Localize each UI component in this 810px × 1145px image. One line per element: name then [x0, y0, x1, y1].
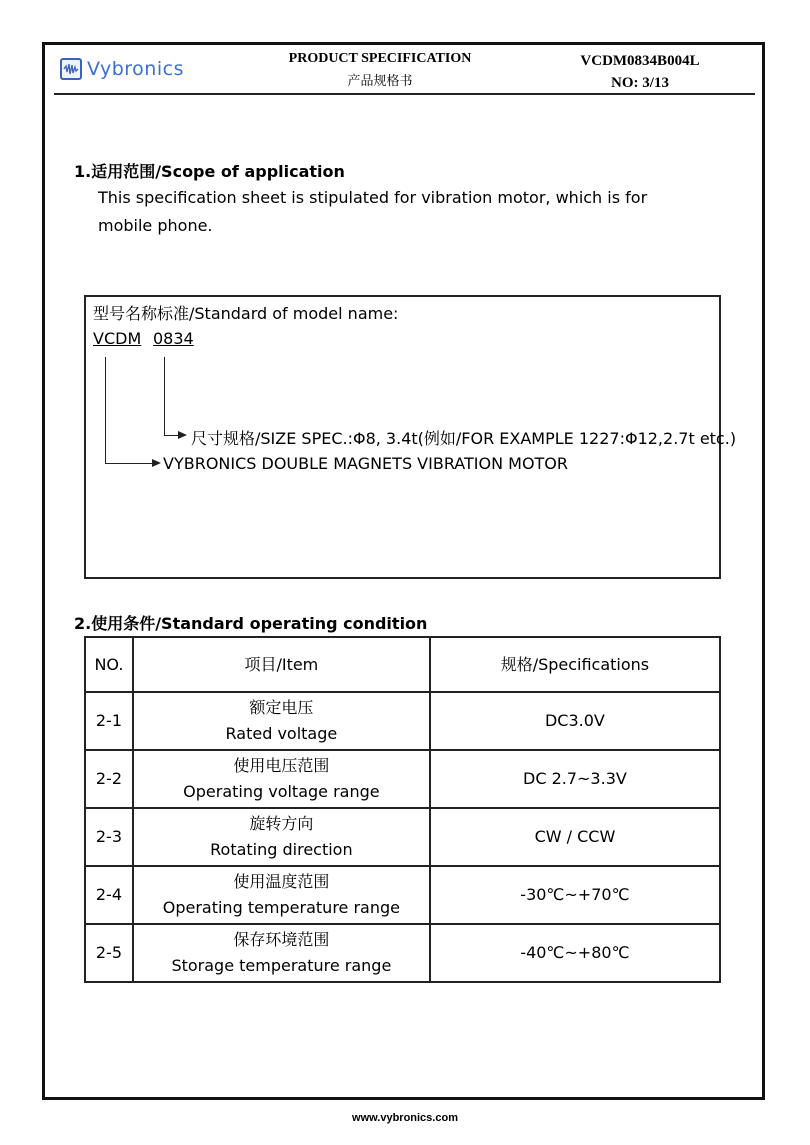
- section1-title: 1.适用范围/Scope of application: [74, 162, 345, 181]
- item-cn: 额定电压: [249, 698, 314, 717]
- company-logo: [60, 55, 220, 83]
- table-header-row: [85, 637, 720, 692]
- row-spec: DC3.0V: [430, 692, 720, 750]
- document-title: [270, 50, 490, 92]
- title-cn: 产品规格书: [347, 73, 413, 88]
- header-divider: [54, 93, 755, 95]
- table-row: [85, 750, 720, 808]
- row-item: [133, 692, 430, 750]
- table-row: [85, 924, 720, 982]
- waveform-icon: [60, 58, 82, 80]
- row-spec: CW / CCW: [430, 808, 720, 866]
- item-cn: 保存环境范围: [233, 930, 330, 949]
- row-spec: -40℃~+80℃: [430, 924, 720, 982]
- table-row: [85, 692, 720, 750]
- series-description: VYBRONICS DOUBLE MAGNETS VIBRATION MOTOR: [163, 454, 569, 473]
- arrow-right-icon: [152, 459, 161, 467]
- row-no: 2-4: [85, 866, 133, 924]
- connector-line: [105, 357, 106, 464]
- item-en: Rated voltage: [225, 724, 338, 743]
- model-part-vcdm: VCDM: [93, 329, 142, 348]
- scope-paragraph: [98, 184, 698, 240]
- connector-line: [164, 435, 178, 436]
- row-item: [133, 866, 430, 924]
- model-name-heading: 型号名称标准/Standard of model name:: [93, 304, 399, 323]
- row-no: 2-2: [85, 750, 133, 808]
- model-part-size: 0834: [153, 329, 194, 348]
- item-cn: 使用温度范围: [233, 872, 330, 891]
- footer-url: www.vybronics.com: [352, 1112, 458, 1124]
- item-en: Storage temperature range: [171, 956, 392, 975]
- connector-line: [164, 357, 165, 436]
- row-item: [133, 750, 430, 808]
- title-en: PRODUCT SPECIFICATION: [288, 51, 472, 66]
- row-item: [133, 808, 430, 866]
- document-id: [555, 50, 725, 94]
- table-row: [85, 808, 720, 866]
- scope-line-1: This specification sheet is stipulated for vibration motor, which is for: [98, 188, 648, 207]
- arrow-right-icon: [178, 431, 187, 439]
- table-row: [85, 866, 720, 924]
- model-name-box: [84, 295, 737, 579]
- item-cn: 旋转方向: [249, 814, 314, 833]
- size-spec-description: 尺寸规格/SIZE SPEC.:Φ8, 3.4t(例如/FOR EXAMPLE 1227:Φ12,2.7t etc.): [191, 429, 737, 448]
- item-cn: 使用电压范围: [233, 756, 330, 775]
- connector-line: [105, 463, 153, 464]
- row-item: [133, 924, 430, 982]
- item-en: Operating voltage range: [183, 782, 380, 801]
- section2-title: 2.使用条件/Standard operating condition: [74, 614, 428, 633]
- page-number: NO: 3/13: [611, 75, 669, 91]
- item-en: Rotating direction: [210, 840, 353, 859]
- item-en: Operating temperature range: [162, 898, 400, 917]
- part-number: VCDM0834B004L: [580, 53, 700, 69]
- column-header-item: 项目/Item: [133, 637, 430, 692]
- column-header-spec: 规格/Specifications: [430, 637, 720, 692]
- row-no: 2-5: [85, 924, 133, 982]
- scope-line-2: mobile phone.: [98, 216, 213, 235]
- row-spec: -30℃~+70℃: [430, 866, 720, 924]
- row-no: 2-3: [85, 808, 133, 866]
- logo-text: Vybronics: [87, 58, 184, 80]
- operating-condition-table: [84, 636, 721, 983]
- row-no: 2-1: [85, 692, 133, 750]
- row-spec: DC 2.7~3.3V: [430, 750, 720, 808]
- column-header-no: NO.: [85, 637, 133, 692]
